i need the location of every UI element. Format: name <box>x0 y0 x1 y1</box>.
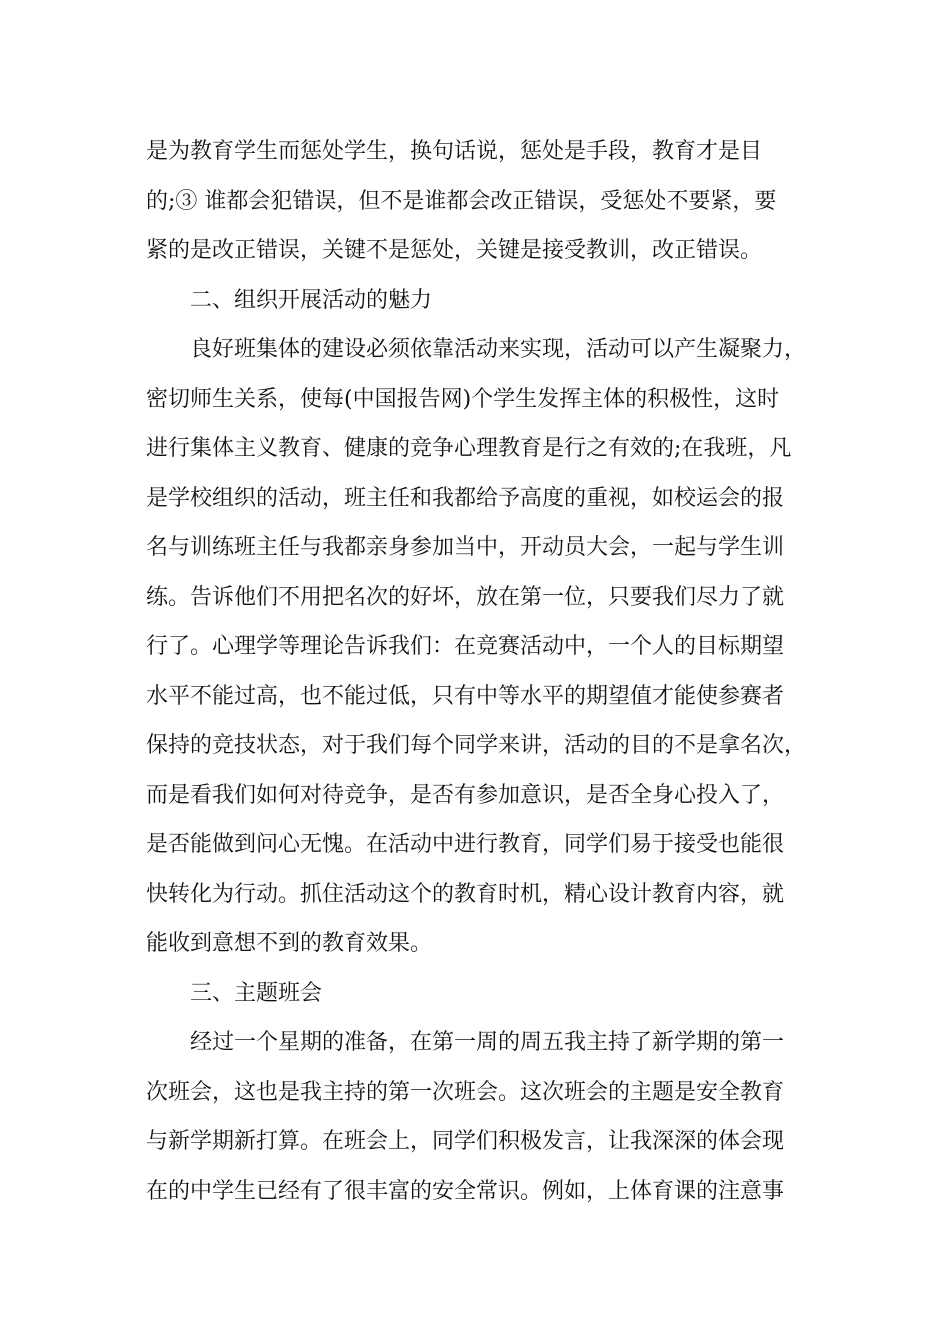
body-line: 在的中学生已经有了很丰富的安全常识。例如，上体育课的注意事 <box>146 1178 785 1204</box>
body-line: 而是看我们如何对待竞争，是否有参加意识，是否全身心投入了， <box>146 782 785 808</box>
body-line: 是否能做到问心无愧。在活动中进行教育，同学们易于接受也能很 <box>146 832 785 857</box>
body-line: 水平不能过高，也不能过低，只有中等水平的期望值才能使参赛者 <box>146 683 785 709</box>
body-line: 快转化为行动。抓住活动这个的教育时机，精心设计教育内容，就 <box>146 881 785 907</box>
section-heading: 三、主题班会 <box>190 980 323 1006</box>
body-line: 密切师生关系，使每(中国报告网)个学生发挥主体的积极性，这时 <box>146 386 780 412</box>
body-line: 是学校组织的活动，班主任和我都给予高度的重视，如校运会的报 <box>146 485 785 511</box>
body-line: 能收到意想不到的教育效果。 <box>146 931 433 956</box>
paragraph-first-line: 经过一个星期的准备，在第一周的周五我主持了新学期的第一 <box>190 1030 785 1055</box>
body-line: 行了。心理学等理论告诉我们：在竞赛活动中，一个人的目标期望 <box>146 634 785 659</box>
body-line: 名与训练班主任与我都亲身参加当中，开动员大会，一起与学生训 <box>146 535 785 560</box>
section-heading: 二、组织开展活动的魅力 <box>190 287 433 313</box>
paragraph-first-line: 良好班集体的建设必须依靠活动来实现，活动可以产生凝聚力， <box>190 337 807 362</box>
body-line: 是为教育学生而惩处学生，换句话说，惩处是手段，教育才是目 <box>146 139 763 164</box>
document-body <box>146 127 826 1216</box>
body-line: 与新学期新打算。在班会上，同学们积极发言，让我深深的体会现 <box>146 1129 785 1154</box>
body-line: 次班会，这也是我主持的第一次班会。这次班会的主题是安全教育 <box>146 1079 785 1105</box>
body-line: 保持的竞技状态，对于我们每个同学来讲，活动的目的不是拿名次， <box>146 733 807 758</box>
body-line: 紧的是改正错误，关键不是惩处，关键是接受教训，改正错误。 <box>146 238 763 263</box>
body-line: 的;③ 谁都会犯错误，但不是谁都会改正错误，受惩处不要紧，要 <box>146 188 777 214</box>
body-line: 进行集体主义教育、健康的竞争心理教育是行之有效的;在我班，凡 <box>146 436 792 461</box>
body-line: 练。告诉他们不用把名次的好坏，放在第一位，只要我们尽力了就 <box>146 584 785 610</box>
